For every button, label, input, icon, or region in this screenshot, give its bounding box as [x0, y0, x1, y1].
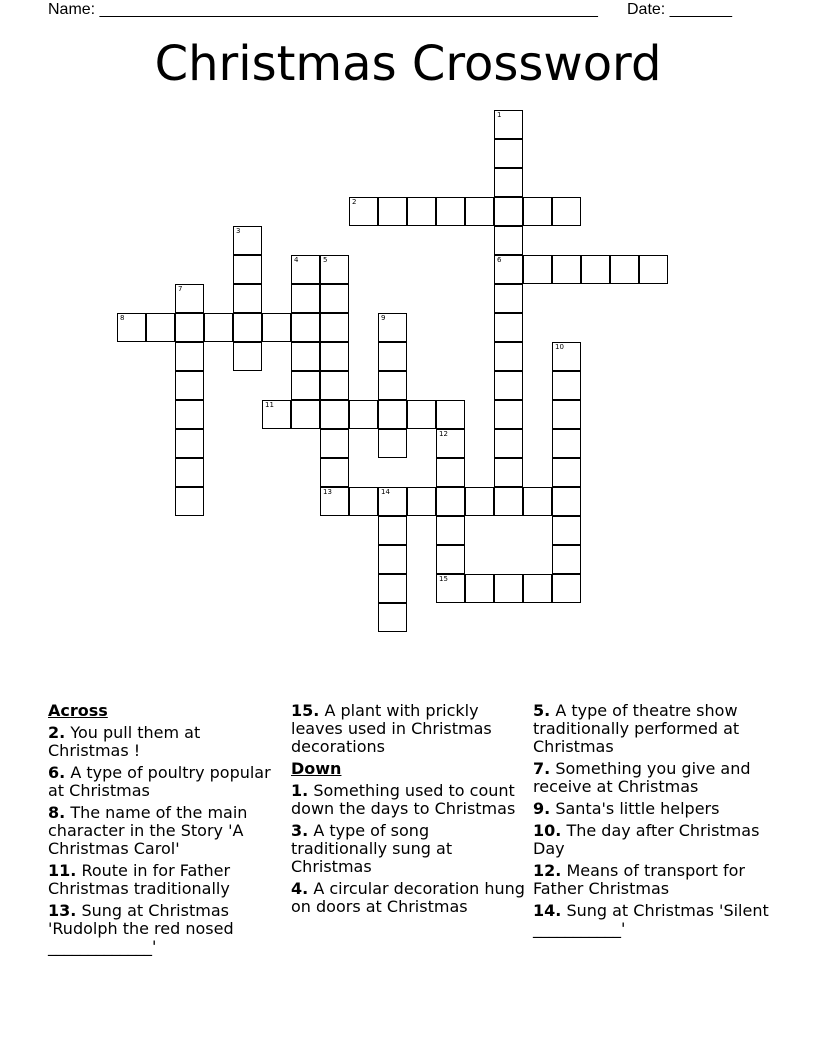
clue-text: A circular decoration hung on doors at Christmas [291, 879, 525, 916]
grid-cell[interactable] [233, 255, 262, 284]
grid-cell[interactable] [320, 487, 349, 516]
date-field-label: Date: _______ [627, 1, 732, 18]
grid-cell[interactable] [291, 342, 320, 371]
grid-cell[interactable] [552, 371, 581, 400]
grid-cell[interactable] [233, 313, 262, 342]
grid-cell[interactable] [378, 313, 407, 342]
grid-cell[interactable] [320, 429, 349, 458]
grid-cell[interactable] [436, 545, 465, 574]
grid-cell[interactable] [320, 255, 349, 284]
grid-cell[interactable] [494, 110, 523, 139]
grid-cell[interactable] [436, 487, 465, 516]
grid-cell[interactable] [436, 574, 465, 603]
clue-number: 10. [533, 821, 562, 840]
clue-number: 5. [533, 701, 551, 720]
grid-cell[interactable] [523, 255, 552, 284]
grid-cell[interactable] [552, 516, 581, 545]
grid-cell[interactable] [262, 313, 291, 342]
grid-cell[interactable] [552, 197, 581, 226]
grid-cell[interactable] [378, 545, 407, 574]
grid-cell[interactable] [204, 313, 233, 342]
grid-cell[interactable] [494, 400, 523, 429]
grid-cell[interactable] [552, 342, 581, 371]
grid-cell[interactable] [436, 400, 465, 429]
grid-cell[interactable] [523, 574, 552, 603]
clue-number-label: 1 [497, 111, 502, 119]
grid-cell[interactable] [494, 168, 523, 197]
clue-number: 9. [533, 799, 551, 818]
grid-cell[interactable] [175, 342, 204, 371]
grid-cell[interactable] [320, 400, 349, 429]
clue-number: 15. [291, 701, 320, 720]
clue-number-label: 14 [381, 488, 390, 496]
grid-cell[interactable] [494, 458, 523, 487]
grid-cell[interactable] [436, 197, 465, 226]
clue-number-label: 7 [178, 285, 183, 293]
grid-cell[interactable] [117, 313, 146, 342]
grid-cell[interactable] [378, 400, 407, 429]
grid-cell[interactable] [494, 255, 523, 284]
grid-cell[interactable] [349, 487, 378, 516]
grid-cell[interactable] [407, 400, 436, 429]
clue-text: Route in for Father Christmas traditionally [48, 861, 231, 898]
clue-number-label: 9 [381, 314, 386, 322]
grid-cell[interactable] [639, 255, 668, 284]
grid-cell[interactable] [175, 313, 204, 342]
grid-cell[interactable] [494, 197, 523, 226]
grid-cell[interactable] [291, 313, 320, 342]
grid-cell[interactable] [349, 197, 378, 226]
clue-across-11 [48, 862, 284, 898]
clue-across-8 [48, 804, 284, 858]
clue-down-9 [533, 800, 769, 818]
grid-cell[interactable] [320, 284, 349, 313]
clue-column-2 [291, 702, 527, 920]
clue-text: A type of theatre show traditionally performed at Christmas [533, 701, 740, 756]
clue-text: Santa's little helpers [555, 799, 720, 818]
grid-cell[interactable] [465, 197, 494, 226]
clue-down-3 [291, 822, 527, 876]
clue-number: 14. [533, 901, 562, 920]
clue-number: 11. [48, 861, 77, 880]
clue-across-13 [48, 902, 284, 956]
clue-down-4 [291, 880, 527, 916]
grid-cell[interactable] [552, 545, 581, 574]
grid-cell[interactable] [175, 400, 204, 429]
grid-cell[interactable] [233, 226, 262, 255]
grid-cell[interactable] [262, 400, 291, 429]
clue-number: 13. [48, 901, 77, 920]
down-heading: Down [291, 759, 342, 778]
clue-text: Means of transport for Father Christmas [533, 861, 745, 898]
grid-cell[interactable] [552, 487, 581, 516]
grid-cell[interactable] [320, 342, 349, 371]
clue-number-label: 12 [439, 430, 448, 438]
grid-cell[interactable] [291, 371, 320, 400]
clue-column-3 [533, 702, 769, 942]
grid-cell[interactable] [175, 458, 204, 487]
clue-number: 12. [533, 861, 562, 880]
grid-cell[interactable] [436, 516, 465, 545]
clue-down-14 [533, 902, 769, 938]
across-heading: Across [48, 701, 108, 720]
clue-text: A type of song traditionally sung at Christmas [291, 821, 453, 876]
grid-cell[interactable] [320, 371, 349, 400]
grid-cell[interactable] [407, 197, 436, 226]
grid-cell[interactable] [465, 574, 494, 603]
clue-down-7 [533, 760, 769, 796]
grid-cell[interactable] [552, 429, 581, 458]
grid-cell[interactable] [523, 487, 552, 516]
grid-cell[interactable] [581, 255, 610, 284]
clue-number-label: 13 [323, 488, 332, 496]
clue-text: The day after Christmas Day [533, 821, 760, 858]
grid-cell[interactable] [494, 487, 523, 516]
grid-cell[interactable] [552, 574, 581, 603]
grid-cell[interactable] [552, 400, 581, 429]
name-field-label: Name: ________________________________________________________ [48, 1, 598, 18]
clue-across-6 [48, 764, 284, 800]
clue-across-2 [48, 724, 284, 760]
grid-cell[interactable] [291, 284, 320, 313]
clue-number: 6. [48, 763, 66, 782]
grid-cell[interactable] [494, 574, 523, 603]
grid-cell[interactable] [146, 313, 175, 342]
clue-text: The name of the main character in the Story 'A Christmas Carol' [48, 803, 248, 858]
grid-cell[interactable] [175, 487, 204, 516]
grid-cell[interactable] [523, 197, 552, 226]
grid-cell[interactable] [378, 574, 407, 603]
grid-cell[interactable] [465, 487, 494, 516]
grid-cell[interactable] [378, 516, 407, 545]
grid-cell[interactable] [320, 313, 349, 342]
grid-cell[interactable] [494, 139, 523, 168]
grid-cell[interactable] [610, 255, 639, 284]
clue-number-label: 15 [439, 575, 448, 583]
grid-cell[interactable] [378, 342, 407, 371]
grid-cell[interactable] [233, 284, 262, 313]
grid-cell[interactable] [552, 255, 581, 284]
grid-cell[interactable] [436, 458, 465, 487]
clue-number-label: 11 [265, 401, 274, 409]
clue-text: Sung at Christmas 'Rudolph the red nosed _____________' [48, 901, 234, 956]
grid-cell[interactable] [378, 429, 407, 458]
grid-cell[interactable] [378, 197, 407, 226]
grid-cell[interactable] [291, 400, 320, 429]
grid-cell[interactable] [291, 255, 320, 284]
grid-cell[interactable] [378, 371, 407, 400]
grid-cell[interactable] [175, 429, 204, 458]
clue-number: 7. [533, 759, 551, 778]
grid-cell[interactable] [552, 458, 581, 487]
clue-number: 8. [48, 803, 66, 822]
grid-cell[interactable] [407, 487, 436, 516]
clue-number: 2. [48, 723, 66, 742]
clue-number-label: 4 [294, 256, 299, 264]
clue-down-1 [291, 782, 527, 818]
clue-column-1 [48, 702, 284, 960]
clue-number-label: 2 [352, 198, 357, 206]
grid-cell[interactable] [378, 487, 407, 516]
page-title: Christmas Crossword [154, 36, 662, 92]
grid-cell[interactable] [436, 429, 465, 458]
clue-text: You pull them at Christmas ! [48, 723, 201, 760]
grid-cell[interactable] [494, 342, 523, 371]
clue-number-label: 6 [497, 256, 502, 264]
grid-cell[interactable] [175, 371, 204, 400]
grid-cell[interactable] [494, 371, 523, 400]
grid-cell[interactable] [378, 603, 407, 632]
clue-number: 3. [291, 821, 309, 840]
clue-text: Sung at Christmas 'Silent ___________' [533, 901, 769, 938]
clue-number-label: 8 [120, 314, 125, 322]
clue-text: A type of poultry popular at Christmas [48, 763, 271, 800]
grid-cell[interactable] [349, 400, 378, 429]
clue-text: A plant with prickly leaves used in Christmas decorations [291, 701, 492, 756]
clue-number-label: 10 [555, 343, 564, 351]
grid-cell[interactable] [494, 313, 523, 342]
clue-number: 4. [291, 879, 309, 898]
grid-cell[interactable] [320, 458, 349, 487]
clue-down-5 [533, 702, 769, 756]
clue-number: 1. [291, 781, 309, 800]
clue-down-10 [533, 822, 769, 858]
clue-number-label: 3 [236, 227, 241, 235]
clue-text: Something you give and receive at Christmas [533, 759, 751, 796]
grid-cell[interactable] [494, 429, 523, 458]
clue-down-12 [533, 862, 769, 898]
clue-number-label: 5 [323, 256, 328, 264]
clue-text: Something used to count down the days to Christmas [291, 781, 516, 818]
grid-cell[interactable] [494, 226, 523, 255]
grid-cell[interactable] [494, 284, 523, 313]
grid-cell[interactable] [175, 284, 204, 313]
grid-cell[interactable] [233, 342, 262, 371]
clue-across-15 [291, 702, 527, 756]
